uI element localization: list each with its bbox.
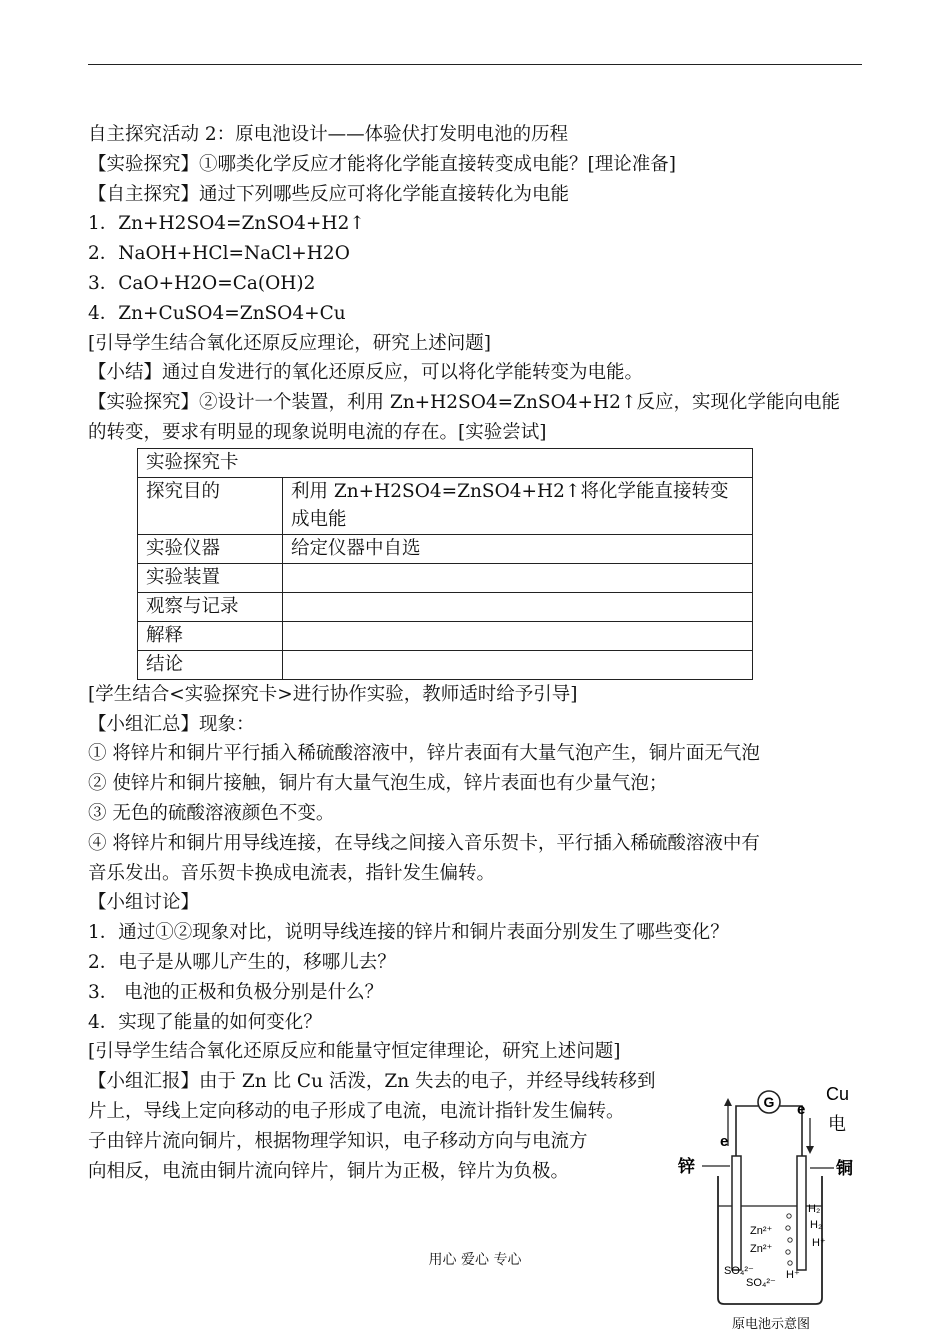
cu-label: Cu [826,1084,850,1104]
card-value [283,563,753,592]
bubble-icon [788,1238,792,1242]
h2-label: H₂ [810,1219,823,1231]
sulfate-ion-label: SO₄²⁻ [724,1265,754,1277]
down-arrow-head-icon [806,1146,814,1154]
report-line-2: 片上，导线上定向移动的电子形成了电流，电流计指针发生偏转。 [88,1100,625,1122]
h-ion-label: H⁺ [812,1237,826,1249]
header-rule [88,64,862,65]
summary-line: 【小结】通过自发进行的氧化还原反应，可以将化学能转变为电能。 [88,362,644,384]
up-arrow-head-icon [724,1098,732,1106]
card-label: 观察与记录 [138,592,283,621]
group-summary-heading: 【小组汇总】现象： [88,713,255,735]
experiment-card-table [137,448,753,680]
card-title: 实验探究卡 [138,448,753,477]
group-discussion-heading: 【小组讨论】 [88,892,200,914]
h-ion-label: H⁺ [786,1269,800,1281]
page-footer: 用心 爱心 专心 [428,1252,522,1268]
zinc-label: 锌 [678,1157,695,1176]
document-body [88,120,866,1186]
table-row [138,621,753,650]
discussion-q2: 2．电子是从哪儿产生的，移哪儿去？ [88,951,396,973]
card-value [283,650,753,679]
card-label: 解释 [138,621,283,650]
experiment-question-2: 【实验探究】②设计一个装置，利用 Zn+H2SO4=ZnSO4+H2↑反应，实现化学能向电能 [88,392,840,414]
galvanometer-label: G [763,1094,775,1110]
card-label: 结论 [138,650,283,679]
self-inquiry-line: 【自主探究】通过下列哪些反应可将化学能直接转化为电能 [88,183,570,205]
zn-ion-label: Zn²⁺ [750,1225,773,1237]
sulfate-ion-label: SO₄²⁻ [746,1277,776,1289]
table-row [138,534,753,563]
discussion-q3: 3． 电池的正极和负极分别是什么？ [88,981,384,1003]
zn-ion-label: Zn²⁺ [750,1243,773,1255]
observation-4: ④ 将锌片和铜片用导线连接，在导线之间接入音乐贺卡，平行插入稀硫酸溶液中有 [88,832,760,854]
card-label: 探究目的 [138,477,283,534]
report-line-4: 向相反，电流由铜片流向锌片，铜片为正极，锌片为负极。 [88,1160,570,1182]
reaction-3: 3．CaO+H2O=Ca(OH)2 [88,272,316,294]
card-value: 利用 Zn+H2SO4=ZnSO4+H2↑将化学能直接转变成电能 [283,477,753,534]
guide-note-1: [引导学生结合氧化还原反应理论，研究上述问题] [88,332,491,354]
observation-3: ③ 无色的硫酸溶液颜色不变。 [88,802,335,824]
experiment-question-2-cont: 的转变，要求有明显的现象说明电流的存在。[实验尝试] [88,421,547,443]
observation-4-cont: 音乐发出。音乐贺卡换成电流表，指针发生偏转。 [88,862,496,884]
report-line-1: 【小组汇报】由于 Zn 比 Cu 活泼，Zn 失去的电子，并经导线转移到 [88,1071,656,1093]
figure-caption: 原电池示意图 [731,1317,811,1332]
reaction-1: 1．Zn+H2SO4=ZnSO4+H2↑ [88,213,365,235]
guide-note-2: [学生结合<实验探究卡>进行协作实验，教师适时给予引导] [88,683,578,705]
galvanic-cell-diagram [676,1076,866,1338]
card-label: 实验仪器 [138,534,283,563]
guide-note-3: [引导学生结合氧化还原反应和能量守恒定律理论，研究上述问题] [88,1041,621,1063]
electron-left-label: e [720,1133,729,1150]
left-wire [736,1106,758,1158]
card-value [283,592,753,621]
reaction-4: 4．Zn+CuSO4=ZnSO4+Cu [88,302,346,324]
discussion-q4: 4．实现了能量的如何变化？ [88,1011,322,1033]
report-line-3: 子由锌片流向铜片，根据物理学知识，电子移动方向与电流方 [88,1130,588,1152]
card-value: 给定仪器中自选 [283,534,753,563]
electron-right-label: e [797,1101,806,1118]
table-row [138,563,753,592]
table-row [138,477,753,534]
activity-heading: 自主探究活动 2：原电池设计——体验伏打发明电池的历程 [88,124,569,145]
table-row [138,650,753,679]
experiment-question-1: 【实验探究】①哪类化学反应才能将化学能直接转变成电能？[理论准备] [88,153,676,175]
card-value [283,621,753,650]
h2-label: H₂ [808,1203,821,1215]
dian-label: 电 [828,1114,846,1134]
bubble-icon [787,1214,791,1218]
reaction-2: 2．NaOH+HCl=NaCl+H2O [88,243,350,265]
bubble-icon [786,1226,790,1230]
copper-label: 铜 [836,1159,853,1178]
observation-2: ② 使锌片和铜片接触，铜片有大量气泡生成，锌片表面也有少量气泡； [88,773,668,795]
table-row [138,592,753,621]
table-row [138,448,753,477]
discussion-q1: 1．通过①②现象对比，说明导线连接的锌片和铜片表面分别发生了哪些变化？ [88,922,729,944]
observation-1: ① 将锌片和铜片平行插入稀硫酸溶液中，锌片表面有大量气泡产生，铜片面无气泡 [88,743,760,765]
card-label: 实验装置 [138,563,283,592]
